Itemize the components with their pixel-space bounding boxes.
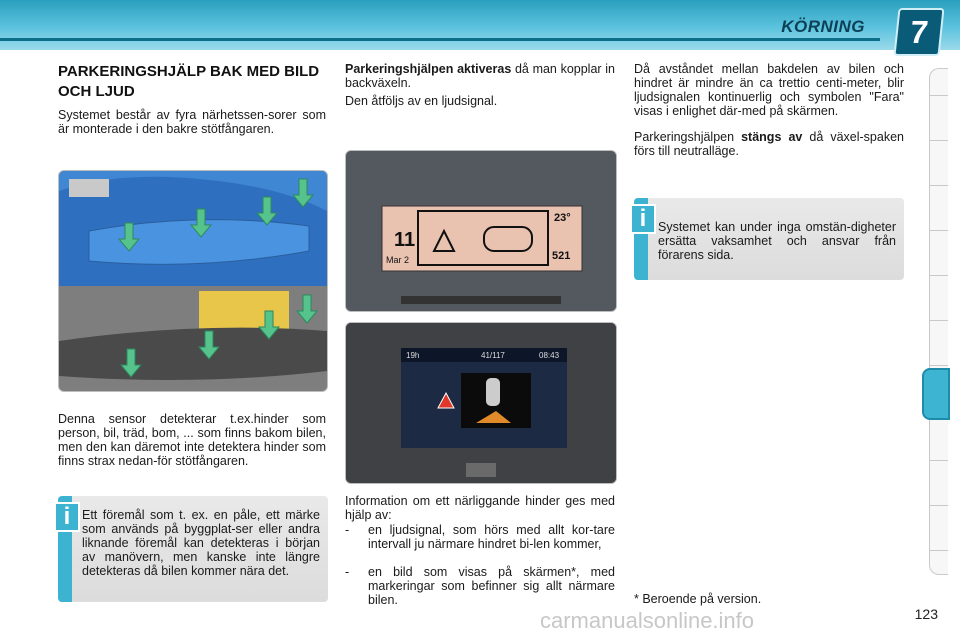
chapter-tab-divider [930, 140, 948, 141]
info-text-left: Ett föremål som t. ex. en påle, ett märke som används på byggplat-ser eller andra liknande föremål kan detekteras i början av manövern, men kanske inte längre detekteras då bilen kommer nära det. [82, 508, 320, 578]
chapter-tab-divider [930, 320, 948, 321]
chapter-tab-divider [930, 505, 948, 506]
chapter-tab-divider [930, 230, 948, 231]
info-icon: i [630, 204, 656, 234]
display1-right-number: 521 [552, 250, 571, 262]
header-line [0, 38, 880, 41]
dashboard-display-photo-2 [345, 322, 617, 484]
detection-paragraph: Denna sensor detekterar t.ex.hinder som person, bil, träd, bom, ... som finns bakom bilen, men den kan däremot inte detektera hinder som finns strax nedan-för stötfångaren. [58, 412, 326, 468]
footnote: * Beroende på version. [634, 592, 762, 606]
distance-paragraph: Då avståndet mellan bakdelen av bilen och hindret är mindre än ca trettio centi-meter, blir ljudsignalen kontinuerlig och symbolen "Fara" visas i enlighet där-med på skärmen. [634, 62, 904, 118]
info-text-right: Systemet kan under inga omstän-digheter ersätta vaksamhet och ansvar från förarens sida. [658, 220, 896, 262]
switch-off-paragraph [634, 130, 904, 158]
list-item: en ljudsignal, som hörs med allt kor-tare intervall ju närmare hindret bi-len kommer, [368, 523, 615, 551]
chapter-number: 7 [893, 8, 944, 56]
activation-rest: då man kopplar in backväxeln. [345, 62, 615, 90]
bullet-dash: - [345, 523, 350, 537]
intro-paragraph: Systemet består av fyra närhetssen-sorer som är monterade i den bakre stötfångaren. [58, 108, 326, 136]
display2-clock: 08:43 [539, 351, 560, 360]
page-number: 123 [914, 606, 938, 622]
info-box-right [634, 198, 904, 280]
info-intro-paragraph: Information om ett närliggande hinder ges med hjälp av: [345, 494, 615, 522]
display1-date: Mar 2 [386, 255, 410, 265]
chapter-tab-divider [930, 275, 948, 276]
display2-left: 19h [406, 351, 420, 360]
info-box-left [58, 496, 328, 602]
chapter-title: KÖRNING [781, 17, 865, 36]
display2-mid: 41/117 [481, 351, 505, 360]
chapter-tab-divider [930, 460, 948, 461]
chapter-tab-divider [930, 550, 948, 551]
bullet-dash: - [345, 565, 350, 579]
bumper-sensor-photo [58, 170, 328, 392]
switch-off-pre: Parkeringshjälpen [634, 130, 742, 144]
switch-off-bold: stängs av [741, 130, 803, 144]
chapter-tab-divider [930, 365, 948, 366]
activation-paragraph [345, 62, 615, 90]
section-heading: PARKERINGSHJÄLP BAK MED BILD OCH LJUD [58, 63, 320, 100]
display1-temp: 23° [554, 212, 571, 224]
display1-big-number: 11 [394, 229, 416, 251]
watermark: carmanualsonline.info [540, 608, 755, 633]
chapter-tab-divider [930, 95, 948, 96]
signal-paragraph: Den åtföljs av en ljudsignal. [345, 94, 498, 108]
activation-bold: Parkeringshjälpen aktiveras [345, 62, 512, 76]
chapter-index-rail [929, 68, 948, 575]
list-item: en bild som visas på skärmen*, med markeringar som befinner sig allt närmare bilen. [368, 565, 615, 607]
chapter-tab-divider [930, 185, 948, 186]
info-icon: i [54, 502, 80, 532]
chapter-tab-active[interactable] [922, 368, 950, 420]
dashboard-display-photo-1 [345, 150, 617, 312]
switch-off-post: då växel-spaken förs till neutralläge. [634, 130, 904, 158]
